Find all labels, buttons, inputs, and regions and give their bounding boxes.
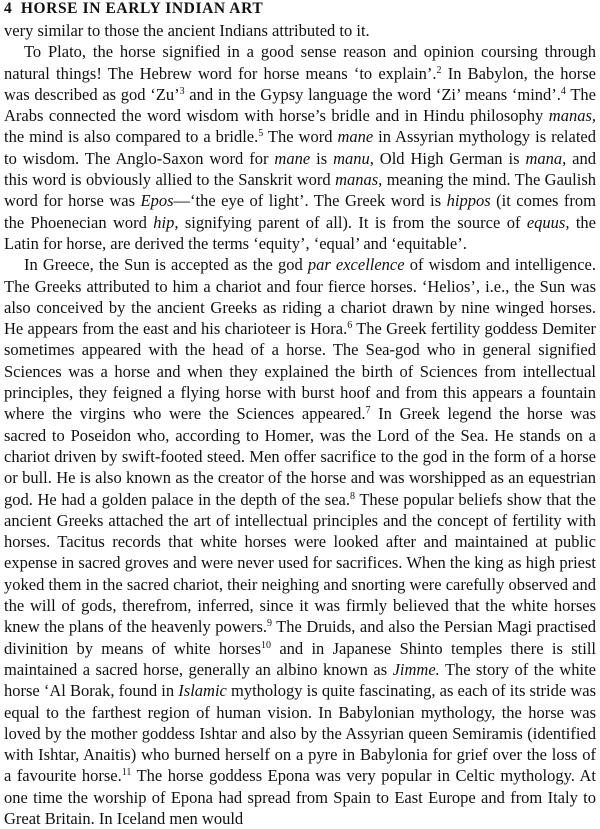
text-run: The Arabs connected the word wisdom with horse’s bridle and in Hindu philosophy bbox=[4, 84, 596, 126]
footnote-ref: 6 bbox=[347, 320, 353, 332]
footnote-ref: 9 bbox=[267, 618, 273, 630]
italic-term: mane bbox=[274, 148, 311, 168]
body-text bbox=[4, 20, 596, 829]
text-run: These popular beliefs show that the ancient Greeks attached the art of intellectual principles and the concept of fertility with horses. Tacitus records that white horses were looked after and maintained at public expense in sacred groves and were never used for sacrifices. When the king as high priest yoked them in the sacred chariot, their neighing and snorting were carefully observed and the will of gods, therefrom, inferred, since it was firmly believed that the white horses knew the plans of the heavenly powers. bbox=[4, 489, 596, 637]
italic-term: hip, bbox=[153, 212, 179, 232]
footnote-ref: 5 bbox=[258, 128, 264, 140]
footnote-ref: 4 bbox=[560, 85, 566, 97]
text-run: The story of the white horse ‘Al Borak, found in bbox=[4, 659, 596, 701]
italic-term: hippos bbox=[446, 191, 491, 211]
paragraph bbox=[4, 20, 596, 41]
text-run: In Babylon, the horse was described as god ‘Zu’ bbox=[4, 63, 596, 104]
italic-term: mana, bbox=[525, 148, 567, 168]
paragraph bbox=[4, 41, 596, 254]
italic-term: Epos bbox=[140, 191, 174, 211]
italic-term: manas, bbox=[548, 106, 596, 126]
text-run: (it comes from the Phoenecian word bbox=[4, 191, 597, 232]
text-run: is bbox=[310, 148, 334, 168]
text-run: very similar to those the ancient Indians attributed to it. bbox=[4, 21, 370, 40]
running-title: HORSE IN EARLY INDIAN ART bbox=[20, 0, 264, 17]
footnote-ref: 11 bbox=[121, 767, 132, 779]
footnote-ref: 2 bbox=[436, 64, 442, 76]
text-run: Old High German is bbox=[373, 148, 526, 168]
footnote-ref: 10 bbox=[261, 639, 271, 651]
italic-term: par excellence bbox=[307, 255, 405, 275]
text-run: and in Japanese Shinto temples there is still maintained a sacred horse, generally an albino known as bbox=[4, 638, 597, 679]
text-run: meaning the mind. The Gaulish word for horse was bbox=[4, 170, 596, 211]
text-run: The Greek fertility goddess Demiter sometimes appeared with the head of a horse. The Sea-god who in general signified Sciences was a horse and when they explained the birth of Sciences from intellectual principles, they feigned a flying horse with burst hoof and from this appears a fountain where the virgins who were the Sciences appeared. bbox=[4, 319, 597, 424]
italic-term: manu, bbox=[333, 148, 374, 168]
paragraph bbox=[4, 254, 596, 829]
text-run: the Latin for horse, are derived the terms ‘equity’, ‘equal’ and ‘equitable’. bbox=[4, 212, 597, 253]
text-run: In Greek legend the horse was sacred to Poseidon who, according to Homer, was the Lord of the Sea. He stands on a chariot driven by swift-footed steed. Men offer sacrifice to the god in the form of a horse or bull. He is also known as the creator of the horse and was worshipped as an equestrian god. He had a golden palace in the depth of the sea. bbox=[4, 404, 596, 509]
running-header bbox=[4, 0, 263, 18]
text-run: the mind is also compared to a bridle. bbox=[4, 127, 259, 147]
text-run: and in the Gypsy language the word ‘Zi’ means ‘mind’. bbox=[184, 84, 561, 104]
text-run: The word bbox=[263, 127, 338, 147]
footnote-ref: 8 bbox=[349, 490, 355, 502]
footnote-ref: 7 bbox=[365, 405, 371, 417]
text-run: mythology is quite fascinating, as each of its stride was equal to the farthest region of human vision. In Babylonian mythology, the horse was loved by the mother goddess Ishtar and also by the Assyrian queen Semiramis (identified with Ishtar, Anaitis) who burned herself on a pyre in Babylonia for grief over the loss of a favourite horse. bbox=[4, 681, 597, 786]
text-run: In Greece, the Sun is accepted as the god bbox=[24, 255, 308, 275]
italic-term: equus, bbox=[526, 212, 570, 232]
text-run: To Plato, the horse signified in a good sense reason and opinion coursing through natural things! The Hebrew word for horse means ‘to explain’. bbox=[4, 42, 596, 83]
text-run: of wisdom and intelligence. The Greeks attributed to him a chariot and four fierce horses. ‘Helios’, i.e., the Sun was also conceived by the ancient Greeks as riding a chariot drawn by nine winged horses. He appears from the east and his charioteer is Hora. bbox=[4, 255, 596, 339]
italic-term: mane bbox=[337, 127, 374, 147]
footnote-ref: 3 bbox=[179, 85, 185, 97]
text-run: The horse goddess Epona was very popular in Celtic mythology. At one time the worship of Epona had spread from Spain to East Europe and from Italy to Great Britain. In Iceland men would bbox=[4, 766, 596, 828]
text-run: The Druids, and also the Persian Magi practised divinition by means of white horses bbox=[4, 617, 596, 658]
italic-term: Jimme. bbox=[392, 659, 440, 679]
text-run: in Assyrian mythology is related to wisdom. The Anglo-Saxon word for bbox=[4, 127, 597, 168]
italic-term: Islamic bbox=[178, 681, 227, 701]
page-number: 4 bbox=[4, 0, 13, 17]
text-run: and this word is obviously allied to the Sanskrit word bbox=[4, 148, 596, 190]
text-run: signifying parent of all). It is from the source of bbox=[178, 212, 527, 232]
italic-term: manas, bbox=[335, 170, 383, 190]
text-run: —‘the eye of light’. The Greek word is bbox=[173, 191, 447, 211]
